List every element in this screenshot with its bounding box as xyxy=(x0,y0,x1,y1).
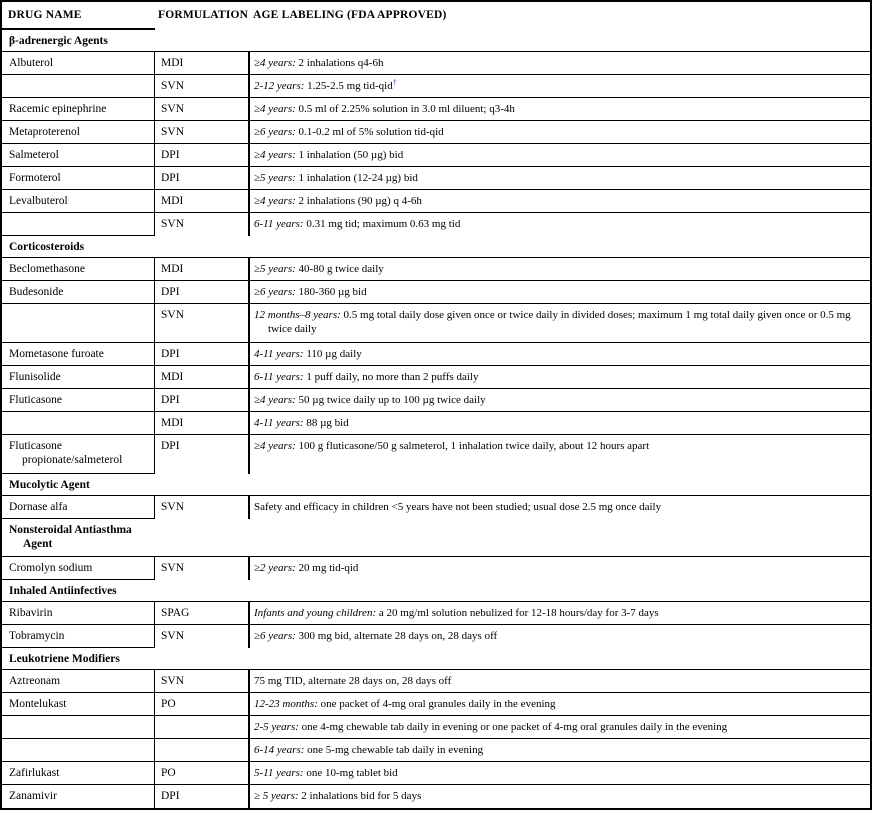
table-row xyxy=(2,75,870,98)
age-range-label: 4-11 years: xyxy=(254,348,304,360)
table-row xyxy=(2,693,870,716)
table-row xyxy=(2,435,870,474)
dose-text: 88 µg bid xyxy=(306,417,349,429)
drug-name-cell: Cromolyn sodium xyxy=(2,557,155,580)
formulation-cell: DPI xyxy=(155,343,250,365)
table-row xyxy=(2,412,870,435)
age-labeling-cell xyxy=(250,121,870,143)
section-row xyxy=(2,519,870,557)
drug-name-cell: Fluticasone xyxy=(2,389,155,411)
formulation-cell: DPI xyxy=(155,167,250,189)
section-label: β-adrenergic Agents xyxy=(9,35,108,47)
footnote-dagger: † xyxy=(392,78,397,87)
table-row xyxy=(2,121,870,144)
formulation-cell: PO xyxy=(155,762,250,784)
table-row xyxy=(2,190,870,213)
formulation-cell xyxy=(155,716,250,738)
section-row xyxy=(2,236,870,258)
header-row xyxy=(2,2,870,30)
drug-name-cell: Montelukast xyxy=(2,693,155,715)
formulation-cell: SVN xyxy=(155,670,250,692)
drug-name-cell xyxy=(2,739,155,761)
dose-text: 0.5 mg total daily dose given once or twice daily in divided doses; maximum 1 mg total daily given once or 0.5 mg twice daily xyxy=(268,309,851,335)
dose-text: Safety and efficacy in children <5 years have not been studied; usual dose 2.5 mg once daily xyxy=(254,501,662,513)
formulation-cell: SPAG xyxy=(155,602,250,624)
table-row xyxy=(2,496,870,519)
formulation-cell: DPI xyxy=(155,435,250,474)
table-row xyxy=(2,52,870,75)
age-labeling-cell xyxy=(250,496,870,519)
drug-name-cell: Aztreonam xyxy=(2,670,155,692)
table-row xyxy=(2,785,870,808)
age-range-label: ≥2 years: xyxy=(254,562,296,574)
table-row xyxy=(2,739,870,762)
drug-name-cell: Budesonide xyxy=(2,281,155,303)
age-labeling-cell xyxy=(250,557,870,580)
age-labeling-cell xyxy=(250,412,870,434)
table-row xyxy=(2,557,870,580)
dose-text: 0.1-0.2 ml of 5% solution tid-qid xyxy=(298,126,444,138)
table-row xyxy=(2,281,870,304)
formulation-cell: PO xyxy=(155,693,250,715)
age-labeling-cell xyxy=(250,693,870,715)
dose-text: 40-80 g twice daily xyxy=(298,263,384,275)
section-row xyxy=(2,30,870,52)
age-range-label: 12-23 months: xyxy=(254,698,318,710)
dose-text: 100 g fluticasone/50 g salmeterol, 1 inhalation twice daily, about 12 hours apart xyxy=(298,440,650,452)
drug-name-cell xyxy=(2,716,155,738)
age-labeling-cell xyxy=(250,304,870,342)
dose-text: 1 puff daily, no more than 2 puffs daily xyxy=(306,371,479,383)
dose-text: one 10-mg tablet bid xyxy=(306,767,398,779)
table-row xyxy=(2,389,870,412)
header-drug-name: DRUG NAME xyxy=(2,2,155,30)
drug-name-cell: Ribavirin xyxy=(2,602,155,624)
formulation-cell: SVN xyxy=(155,625,250,648)
formulation-cell: DPI xyxy=(155,281,250,303)
formulation-cell: SVN xyxy=(155,98,250,120)
drug-name-cell: Mometasone furoate xyxy=(2,343,155,365)
age-range-label: 2-5 years: xyxy=(254,721,299,733)
table-body xyxy=(2,30,870,808)
formulation-cell: DPI xyxy=(155,785,250,808)
age-labeling-cell xyxy=(250,785,870,808)
age-range-label: 6-11 years: xyxy=(254,218,304,230)
formulation-cell: SVN xyxy=(155,304,250,342)
age-range-label: ≥4 years: xyxy=(254,195,296,207)
age-range-label: ≥6 years: xyxy=(254,286,296,298)
drug-name-cell: Zanamivir xyxy=(2,785,155,808)
formulation-cell xyxy=(155,739,250,761)
dose-text: 1.25-2.5 mg tid-qid xyxy=(307,80,393,92)
table-row xyxy=(2,144,870,167)
age-labeling-cell xyxy=(250,258,870,280)
drug-name-cell: Beclomethasone xyxy=(2,258,155,280)
age-labeling-cell xyxy=(250,762,870,784)
dose-text: 0.5 ml of 2.25% solution in 3.0 ml diluent; q3-4h xyxy=(298,103,515,115)
age-range-label: 4-11 years: xyxy=(254,417,304,429)
drug-name-cell xyxy=(2,213,155,236)
dose-text: 2 inhalations q4-6h xyxy=(298,57,384,69)
age-labeling-cell xyxy=(250,281,870,303)
dose-text: 2 inhalations bid for 5 days xyxy=(301,790,422,802)
section-label: Mucolytic Agent xyxy=(9,479,90,491)
age-labeling-cell xyxy=(250,670,870,692)
age-range-label: ≥4 years: xyxy=(254,394,296,406)
table-row xyxy=(2,762,870,785)
age-labeling-cell xyxy=(250,389,870,411)
section-row xyxy=(2,580,870,602)
age-labeling-cell xyxy=(250,167,870,189)
age-labeling-cell xyxy=(250,343,870,365)
table-row xyxy=(2,716,870,739)
table-row xyxy=(2,98,870,121)
age-range-label: 5-11 years: xyxy=(254,767,304,779)
dose-text: 110 µg daily xyxy=(306,348,362,360)
age-range-label: ≥4 years: xyxy=(254,57,296,69)
table-row xyxy=(2,167,870,190)
age-labeling-cell xyxy=(250,716,870,738)
drug-name-cell: Metaproterenol xyxy=(2,121,155,143)
dose-text: one 4-mg chewable tab daily in evening or one packet of 4-mg oral granules daily in the evening xyxy=(301,721,728,733)
age-labeling-cell xyxy=(250,52,870,74)
dose-text: 0.31 mg tid; maximum 0.63 mg tid xyxy=(306,218,461,230)
drug-name-cell: Albuterol xyxy=(2,52,155,74)
table-row xyxy=(2,625,870,648)
formulation-cell: SVN xyxy=(155,75,250,97)
formulation-cell: SVN xyxy=(155,121,250,143)
drug-name-cell: Flunisolide xyxy=(2,366,155,388)
drug-name-cell: Salmeterol xyxy=(2,144,155,166)
section-row xyxy=(2,648,870,670)
drug-name-cell: Tobramycin xyxy=(2,625,155,648)
drug-name-cell: Fluticasone propionate/salmeterol xyxy=(2,435,155,474)
drug-name-cell: Levalbuterol xyxy=(2,190,155,212)
age-range-label: ≥6 years: xyxy=(254,126,296,138)
drug-name-cell: Dornase alfa xyxy=(2,496,155,519)
age-range-label: 6-14 years: xyxy=(254,744,305,756)
dose-text: one packet of 4-mg oral granules daily in the evening xyxy=(320,698,556,710)
age-range-label: 12 months–8 years: xyxy=(254,309,341,321)
formulation-cell: MDI xyxy=(155,190,250,212)
age-range-label: ≥4 years: xyxy=(254,103,296,115)
age-range-label: Infants and young children: xyxy=(254,607,377,619)
dose-text: 50 µg twice daily up to 100 µg twice daily xyxy=(298,394,486,406)
formulation-cell: MDI xyxy=(155,366,250,388)
header-formulation: FORMULATION xyxy=(158,9,249,21)
age-range-label: ≥4 years: xyxy=(254,440,296,452)
dose-text: one 5-mg chewable tab daily in evening xyxy=(307,744,484,756)
dose-text: 20 mg tid-qid xyxy=(298,562,359,574)
table-row xyxy=(2,304,870,343)
dose-text: 2 inhalations (90 µg) q 4-6h xyxy=(298,195,422,207)
age-labeling-cell xyxy=(250,190,870,212)
table-row xyxy=(2,343,870,366)
section-label: Inhaled Antiinfectives xyxy=(9,585,117,597)
age-labeling-cell xyxy=(250,213,870,236)
age-labeling-cell xyxy=(250,144,870,166)
section-label: Corticosteroids xyxy=(9,241,85,253)
drug-name-cell xyxy=(2,412,155,434)
age-range-label: ≥4 years: xyxy=(254,149,296,161)
age-labeling-cell xyxy=(250,75,870,97)
table-row xyxy=(2,670,870,693)
age-labeling-cell xyxy=(250,602,870,624)
drug-name-cell: Formoterol xyxy=(2,167,155,189)
age-labeling-cell xyxy=(250,625,870,648)
formulation-cell: SVN xyxy=(155,496,250,519)
age-labeling-cell xyxy=(250,98,870,120)
formulation-cell: SVN xyxy=(155,213,250,236)
age-labeling-cell xyxy=(250,435,870,474)
formulation-cell: MDI xyxy=(155,258,250,280)
dose-text: 75 mg TID, alternate 28 days on, 28 days off xyxy=(254,675,452,687)
age-range-label: 2-12 years: xyxy=(254,80,305,92)
age-range-label: 6-11 years: xyxy=(254,371,304,383)
formulation-cell: SVN xyxy=(155,557,250,580)
table-row xyxy=(2,258,870,281)
age-range-label: ≥6 years: xyxy=(254,630,296,642)
formulation-cell: MDI xyxy=(155,412,250,434)
section-label: Leukotriene Modifiers xyxy=(9,653,120,665)
drug-name-cell xyxy=(2,75,155,97)
formulation-cell: DPI xyxy=(155,389,250,411)
age-labeling-cell xyxy=(250,739,870,761)
age-range-label: ≥ 5 years: xyxy=(254,790,299,802)
dose-text: 1 inhalation (12-24 µg) bid xyxy=(298,172,418,184)
age-range-label: ≥5 years: xyxy=(254,172,296,184)
drug-name-cell xyxy=(2,304,155,342)
formulation-cell: DPI xyxy=(155,144,250,166)
table-row xyxy=(2,602,870,625)
age-range-label: ≥5 years: xyxy=(254,263,296,275)
table-row xyxy=(2,213,870,236)
dose-text: 180-360 µg bid xyxy=(298,286,367,298)
dose-text: a 20 mg/ml solution nebulized for 12-18 hours/day for 3-7 days xyxy=(378,607,659,619)
formulation-cell: MDI xyxy=(155,52,250,74)
dose-text: 1 inhalation (50 µg) bid xyxy=(298,149,404,161)
drug-name-cell: Racemic epinephrine xyxy=(2,98,155,120)
age-labeling-cell xyxy=(250,366,870,388)
table-row xyxy=(2,366,870,389)
dose-text: 300 mg bid, alternate 28 days on, 28 days off xyxy=(298,630,498,642)
section-label: Nonsteroidal Antiasthma Agent xyxy=(9,524,132,550)
drug-name-cell: Zafirlukast xyxy=(2,762,155,784)
section-row xyxy=(2,474,870,496)
header-age-labeling: AGE LABELING (FDA APPROVED) xyxy=(253,9,447,21)
